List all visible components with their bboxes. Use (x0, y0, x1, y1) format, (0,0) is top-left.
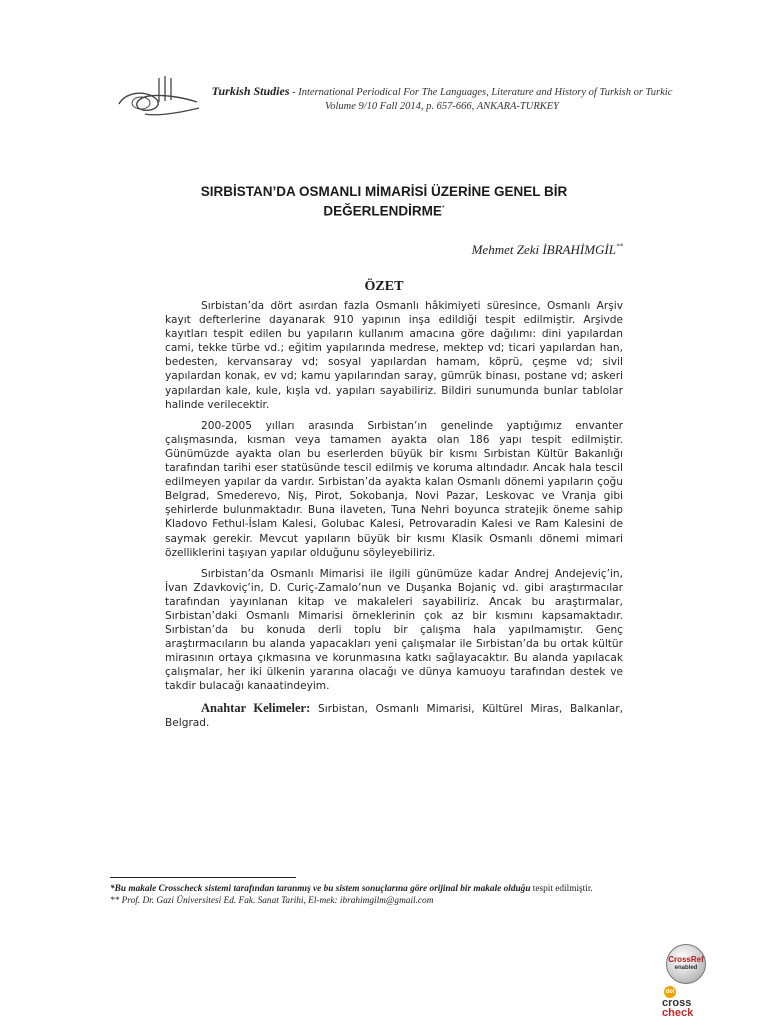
article-title: SIRBİSTAN’DA OSMANLI MİMARİSİ ÜZERİNE GENEL BİR DEĞERLENDİRME* (200, 184, 568, 219)
abstract-paragraph-3: Sırbistan’da Osmanlı Mimarisi ile ilgili günümüze kadar Andrej Andejeviç’in, İvan Zdavkoviç’in, D. Curiç-Zamalo’nun ve Duşanka Bojaniç vd. gibi araştırmacılar tarafından yayınlanan kitap ve makaleleri sayabiliriz. Ancak bu araştırmalar, Sırbistan’daki Osmanlı Mimarisi örneklerinin çok az bir kısmını kapsamaktadır. Sırbistan’da bu konuda derli toplu bir çalışma hala yapılmamıştır. Genç araştırmacıların bu alanda yapacakları yeni çalışmalar ile Sırbistan’da bu ortak kültür mirasının ortaya çıkmasına ve korunmasına katkı sağlayacaktır. Bu alanda yapılacak çalışmalar, her iki ülkenin yararına olacağı ve dünya kamuoyu tarafından destek ve takdir bulacağı kanaatindeyim. (165, 567, 623, 693)
keywords-label: Anahtar Kelimeler: (201, 700, 311, 715)
journal-header (115, 70, 675, 130)
journal-volume: Volume 9/10 Fall 2014, p. 657-666, ANKARA-TURKEY (324, 101, 559, 112)
doi-logo-icon: doi (664, 986, 676, 998)
author-name: Mehmet Zeki İBRAHİMGİL** (471, 242, 623, 257)
abstract-paragraph-2: 200-2005 yılları arasında Sırbistan’ın genelinde yaptığımız envanter çalışmasında, kısman veya tamamen ayakta olan 186 yapı tespit edilmiştir. Günümüzde ayakta olan bu eserlerden büyük bir kısmı Sırbistan Kültür Bakanlığı tarafından tarihi eser statüsünde tescil edilmiş ve koruma altındadır. Ancak hala tescil edilmeyen yapılar da vardır. Sırbistan’da ayakta kalan Osmanlı dönemi yapıların çoğu Belgrad, Smederevo, Niş, Pirot, Sokobanja, Novi Pazar, Leskovac ve Vranja gibi şehirlerde bulunmaktadır. Buna ilaveten, Tuna Nehri boyunca stratejik öneme sahip Kladovo Fethul-İslam Kalesi, Golubac Kalesi, Petrovaradin Kalesi ve Ram Kalesini de saymak gerekir. Mevcut yapıların büyük bir kısmı Klasik Osmanlı dönemi mimari özelliklerini taşıyan yapılar olduğunu söyleyebiliriz. (165, 419, 623, 559)
journal-name: Turkish Studies (211, 84, 290, 98)
keywords-list: Sırbistan, Osmanlı Mimarisi, Kültürel Miras, Balkanlar, Belgrad. (165, 702, 624, 729)
footnote-2: ** Prof. Dr. Gazi Üniversitesi Ed. Fak. Sanat Tarihi, El-mek: ibrahimgilm@gmail.com (110, 896, 434, 906)
abstract-body (165, 299, 623, 737)
footnotes (110, 884, 690, 907)
footnote-divider (110, 877, 296, 878)
tughra-logo-icon (115, 74, 201, 118)
abstract-heading: ÖZET (364, 279, 404, 294)
footnote-1: *Bu makale Crosscheck sistemi tarafından taranmış ve bu sistem sonuçlarına göre orijinal bir makale olduğu tespit edilmiştir. (110, 884, 593, 894)
keywords (165, 701, 623, 730)
abstract-paragraph-1: Sırbistan’da dört asırdan fazla Osmanlı hâkimiyeti süresince, Osmanlı Arşiv kayıt defterlerine dayanarak 910 yapının inşa edildiği tespit edilmiştir. Arşivde kayıtları tespit edilen bu yapıların kullanım amacına göre dağılımı: dini yapılardan cami, tekke türbe vd.; eğitim yapılarında medrese, mektep vd; ticari yapılardan han, bedesten, kervansaray vd; sosyal yapılardan hamam, köprü, çeşme vd; sivil yapılardan konak, ev vd; kamu yapılarından saray, gümrük binası, postane vd; askeri yapılardan kale, kule, kışla vd. yapıları sayabiliriz. Bildiri sunumunda bunlar tablolar halinde verilecektir. (165, 300, 623, 411)
author-footnote-mark: ** (616, 242, 623, 251)
title-footnote-mark: * (441, 205, 445, 212)
journal-citation (207, 84, 677, 114)
journal-subtitle: - International Periodical For The Languages, Literature and History of Turkish or Turkic (289, 87, 673, 98)
crosscheck-logos (660, 944, 720, 1022)
crossref-logo-icon: CrossRef enabled (666, 944, 706, 984)
crosscheck-logo-icon: cross check (662, 997, 694, 1019)
